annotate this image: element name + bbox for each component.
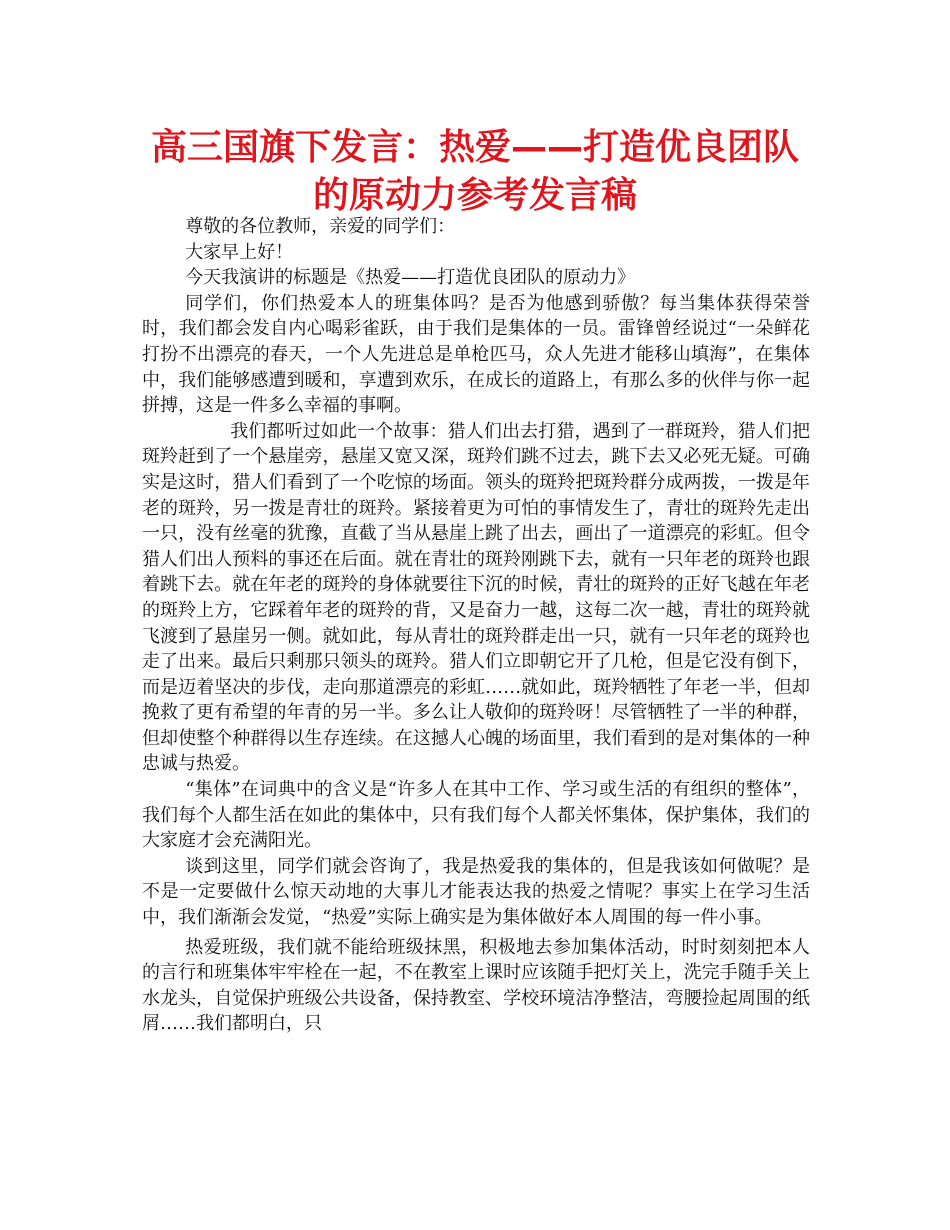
paragraph: 我们都听过如此一个故事：猎人们出去打猎，遇到了一群斑羚，猎人们把斑羚赶到了一个悬崖旁，悬崖又宽又深，斑羚们跳不过去，跳下去又必死无疑。可确实是这时，猎人们看到了一个吃惊的场面。领头的斑羚把斑羚群分成两拨，一拨是年老的斑羚，另一拨是青壮的斑羚。紧接着更为可怕的事情发生了，青壮的斑羚先走出一只，没有丝毫的犹豫，直截了当从悬崖上跳了出去，画出了一道漂亮的彩虹。但令猎人们出人预料的事还在后面。就在青壮的斑羚刚跳下去，就有一只年老的斑羚也跟着跳下去。就在年老的斑羚的身体就要往下沉的时候，青壮的斑羚的正好飞越在年老的斑羚上方，它踩着年老的斑羚的背，又是奋力一越，这每二次一越，青壮的斑羚就飞渡到了悬崖另一侧。就如此，每从青壮的斑羚群走出一只，就有一只年老的斑羚也走了出来。最后只剩那只领头的斑羚。猎人们立即朝它开了几枪，但是它没有倒下，而是迈着坚决的步伐，走向那道漂亮的彩虹……就如此，斑羚牺牲了年老一半，但却挽救了更有希望的年青的另一半。多么让人敬仰的斑羚呀！尽管牺牲了一半的种群，但却使整个种群得以生存连续。在这撼人心魄的场面里，我们看到的是对集体的一种忠诚与热爱。 bbox=[142, 420, 810, 775]
document-title bbox=[120, 124, 830, 220]
greeting: 大家早上好！ bbox=[185, 241, 294, 263]
paragraph: 谈到这里，同学们就会咨询了，我是热爱我的集体的，但是我该如何做呢？是不是一定要做什么惊天动地的大事儿才能表达我的热爱之情呢？事实上在学习生活中，我们渐渐会发觉，“热爱”实际上确实是为集体做好本人周围的每一件小事。 bbox=[142, 855, 810, 929]
document-body bbox=[142, 214, 810, 1037]
paragraph: “集体”在词典中的含义是“许多人在其中工作、学习或生活的有组织的整体”，我们每个人都生活在如此的集体中，只有我们每个人都关怀集体，保护集体，我们的大家庭才会充满阳光。 bbox=[142, 779, 810, 852]
title-line-2: 的原动力参考发言稿 bbox=[312, 175, 637, 216]
title-line-1: 高三国旗下发言：热爱——打造优良团队 bbox=[150, 127, 799, 168]
salutation: 尊敬的各位教师，亲爱的同学们： bbox=[185, 216, 456, 237]
speech-topic: 今天我演讲的标题是《热爱——打造优良团队的原动力》 bbox=[185, 267, 636, 289]
paragraph: 热爱班级，我们就不能给班级抹黑，积极地去参加集体活动，时时刻刻把本人的言行和班集体牢牢栓在一起，不在教室上课时应该随手把灯关上，洗完手随手关上水龙头，自觉保护班级公共设备，保持教室、学校环境洁净整洁，弯腰捡起周围的纸屑……我们都明白，只 bbox=[142, 936, 810, 1035]
paragraph: 同学们，你们热爱本人的班集体吗？是否为他感到骄傲？每当集体获得荣誉时，我们都会发自内心喝彩雀跃，由于我们是集体的一员。雷锋曾经说过“一朵鲜花打扮不出漂亮的春天，一个人先进总是单枪匹马，众人先进才能移山填海”，在集体中，我们能够感遭到暖和，享遭到欢乐，在成长的道路上，有那么多的伙伴与你一起拼搏，这是一件多么幸福的事啊。 bbox=[142, 292, 810, 417]
